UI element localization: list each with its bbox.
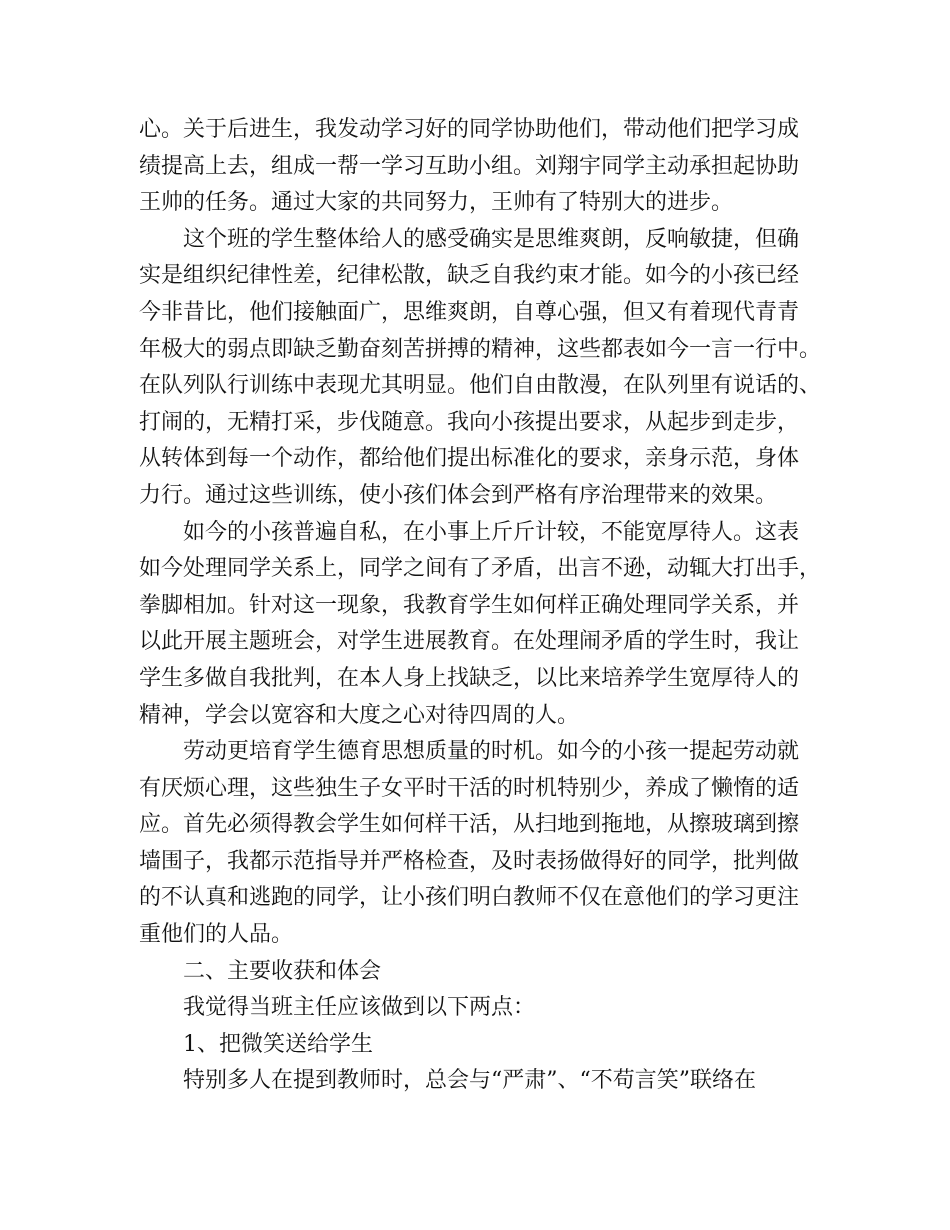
text-line: 打闹的，无精打采，步伐随意。我向小孩提出要求，从起步到走步， <box>139 409 800 435</box>
paragraph-1 <box>139 112 819 222</box>
paragraph-6 <box>139 1063 819 1100</box>
text-line: 年极大的弱点即缺乏勤奋刻苦拼搏的精神，这些都表如今一言一行中。 <box>139 336 822 362</box>
text-line: 以此开展主题班会，对学生进展教育。在处理闹矛盾的学生时，我让 <box>139 629 800 655</box>
paragraph-4 <box>139 734 819 954</box>
document-body <box>139 112 822 1100</box>
text-line: 学生多做自我批判，在本人身上找缺乏，以比来培养学生宽厚待人的 <box>139 665 800 691</box>
subheading-text: 1、把微笑送给学生 <box>183 1031 373 1057</box>
text-line: 从转体到每一个动作，都给他们提出标准化的要求，亲身示范，身体 <box>139 446 800 472</box>
text-line: 应。首先必须得教会学生如何样干活，从扫地到拖地，从擦玻璃到擦 <box>139 812 800 838</box>
text-line: 拳脚相加。针对这一现象，我教育学生如何样正确处理同学关系，并 <box>139 592 800 618</box>
paragraph-2 <box>139 222 822 515</box>
text-line: 心。关于后进生，我发动学习好的同学协助他们，带动他们把学习成 <box>139 117 800 142</box>
text-line: 力行。通过这些训练，使小孩们体会到严格有序治理带来的效果。 <box>139 482 778 508</box>
text-line: 实是组织纪律性差，纪律松散，缺乏自我约束才能。如今的小孩已经 <box>139 263 800 289</box>
paragraph-5 <box>139 990 819 1027</box>
section-heading <box>139 954 819 991</box>
text-line: 如今的小孩普遍自私，在小事上斤斤计较，不能宽厚待人。这表 <box>183 519 800 545</box>
text-line: 今非昔比，他们接触面广，思维爽朗，自尊心强，但又有着现代青青 <box>139 299 800 325</box>
text-line: 特别多人在提到教师时，总会与“严肃”、“不苟言笑”联络在 <box>183 1068 756 1094</box>
text-line: 在队列队行训练中表现尤其明显。他们自由散漫，在队列里有说话的、 <box>139 373 822 399</box>
text-line: 我觉得当班主任应该做到以下两点： <box>183 995 536 1021</box>
text-line: 劳动更培育学生德育思想质量的时机。如今的小孩一提起劳动就 <box>183 739 800 765</box>
text-line: 墙围子，我都示范指导并严格检查，及时表扬做得好的同学，批判做 <box>139 848 800 874</box>
text-line: 精神，学会以宽容和大度之心对待四周的人。 <box>139 702 580 728</box>
heading-text: 二、主要收获和体会 <box>183 958 382 984</box>
text-line: 绩提高上去，组成一帮一学习互助小组。刘翔宇同学主动承担起协助 <box>139 153 800 179</box>
text-line: 如今处理同学关系上，同学之间有了矛盾，出言不逊，动辄大打出手， <box>139 556 822 582</box>
text-line: 重他们的人品。 <box>139 922 294 948</box>
text-line: 的不认真和逃跑的同学，让小孩们明白教师不仅在意他们的学习更注 <box>139 885 800 911</box>
paragraph-3 <box>139 515 822 735</box>
text-line: 这个班的学生整体给人的感受确实是思维爽朗，反响敏捷，但确 <box>183 226 800 252</box>
text-line: 王帅的任务。通过大家的共同努力，王帅有了特别大的进步。 <box>139 190 734 216</box>
text-line: 有厌烦心理，这些独生子女平时干活的时机特别少，养成了懒惰的适 <box>139 775 800 801</box>
subheading <box>139 1027 819 1064</box>
